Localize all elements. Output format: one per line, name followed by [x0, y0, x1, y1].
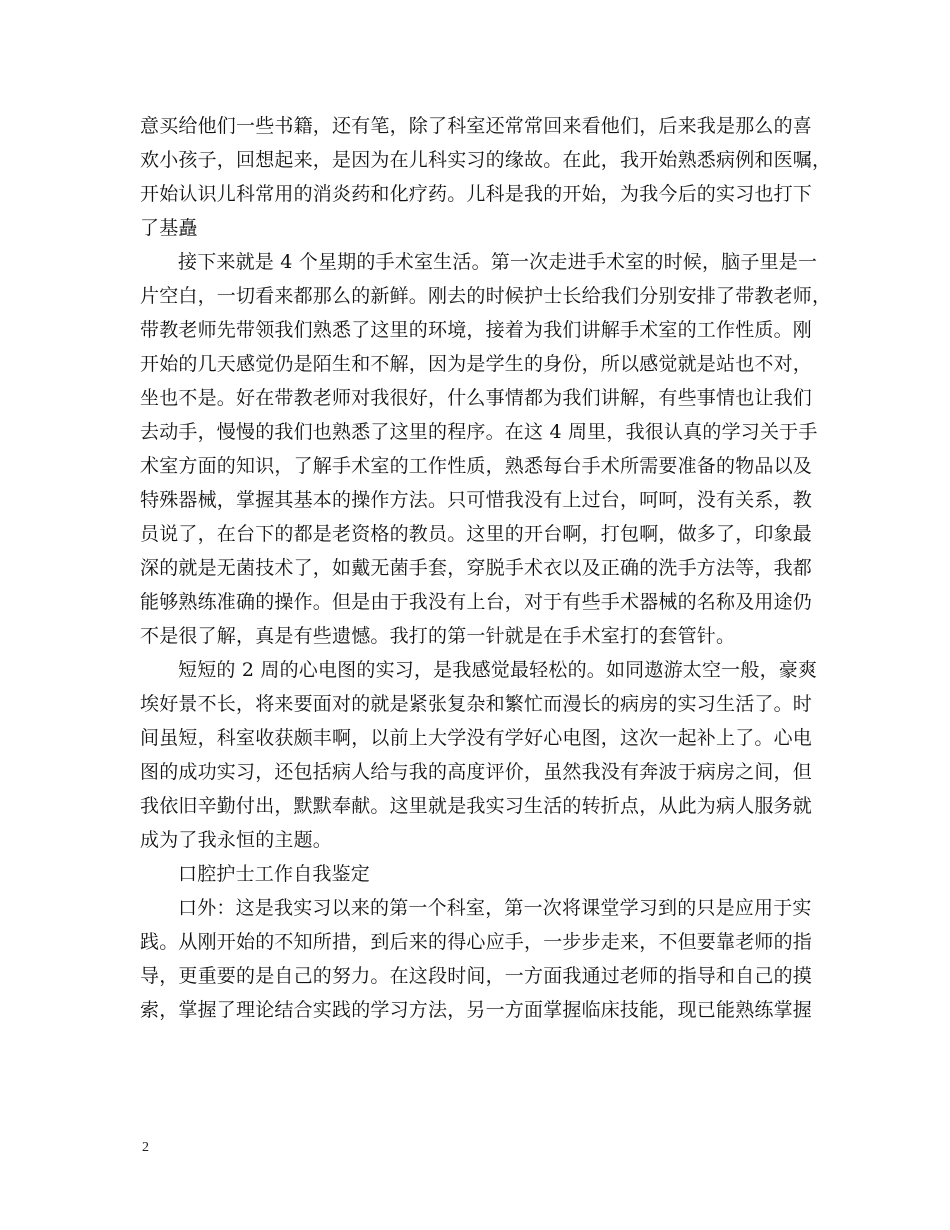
text-line: 片空白，一切看来都那么的新鲜。刚去的时候护士长给我们分别安排了带教老师， [140, 285, 832, 307]
text-line: 能够熟练准确的操作。但是由于我没有上台，对于有些手术器械的名称及用途仍 [140, 591, 813, 613]
text-line: 了基矗 [140, 217, 198, 239]
text-line: 埃好景不长，将来要面对的就是紧张复杂和繁忙而漫长的病房的实习生活了。时 [140, 693, 813, 715]
text-line: 图的成功实习，还包括病人给与我的高度评价，虽然我没有奔波于病房之间，但 [140, 761, 813, 783]
text-line: 间虽短，科室收获颇丰啊，以前上大学没有学好心电图，这次一起补上了。心电 [140, 727, 813, 749]
page-number: 2 [142, 1140, 149, 1155]
text-line: 开始的几天感觉仍是陌生和不解，因为是学生的身份，所以感觉就是站也不对， [140, 353, 813, 375]
text-line: 欢小孩子，回想起来，是因为在儿科实习的缘故。在此，我开始熟悉病例和医嘱， [140, 149, 832, 171]
paragraph-start-line: 口外：这是我实习以来的第一个科室，第一次将课堂学习到的只是应用于实 [178, 897, 812, 919]
text-line: 践。从刚开始的不知所措，到后来的得心应手，一步步走来，不但要靠老师的指 [140, 931, 813, 953]
text-line: 坐也不是。好在带教老师对我很好，什么事情都为我们讲解，有些事情也让我们 [140, 387, 813, 409]
text-line: 不是很了解，真是有些遗憾。我打的第一针就是在手术室打的套管针。 [140, 625, 736, 647]
text-line: 意买给他们一些书籍，还有笔，除了科室还常常回来看他们，后来我是那么的喜 [140, 115, 813, 137]
text-line: 我依旧辛勤付出，默默奉献。这里就是我实习生活的转折点，从此为病人服务就 [140, 795, 813, 817]
text-line: 索，掌握了理论结合实践的学习方法，另一方面掌握临床技能，现已能熟练掌握 [140, 999, 813, 1021]
text-line: 导，更重要的是自己的努力。在这段时间，一方面我通过老师的指导和自己的摸 [140, 965, 813, 987]
text-line: 深的就是无菌技术了，如戴无菌手套，穿脱手术衣以及正确的洗手方法等，我都 [140, 557, 813, 579]
text-line: 员说了，在台下的都是老资格的教员。这里的开台啊，打包啊，做多了，印象最 [140, 523, 813, 545]
text-line: 开始认识儿科常用的消炎药和化疗药。儿科是我的开始，为我今后的实习也打下 [140, 183, 813, 205]
section-heading: 口腔护士工作自我鉴定 [178, 863, 371, 885]
paragraph-start-line: 短短的 2 周的心电图的实习，是我感觉最轻松的。如同遨游太空一般，豪爽 [178, 659, 818, 681]
text-line: 带教老师先带领我们熟悉了这里的环境，接着为我们讲解手术室的工作性质。刚 [140, 319, 813, 341]
text-line: 去动手，慢慢的我们也熟悉了这里的程序。在这 4 周里，我很认真的学习关于手 [140, 421, 818, 443]
text-line: 术室方面的知识，了解手术室的工作性质，熟悉每台手术所需要准备的物品以及 [140, 455, 813, 477]
text-line: 成为了我永恒的主题。 [140, 829, 333, 851]
paragraph-start-line: 接下来就是 4 个星期的手术室生活。第一次走进手术室的时候，脑子里是一 [178, 251, 818, 273]
text-line: 特殊器械，掌握其基本的操作方法。只可惜我没有上过台，呵呵，没有关系，教 [140, 489, 813, 511]
